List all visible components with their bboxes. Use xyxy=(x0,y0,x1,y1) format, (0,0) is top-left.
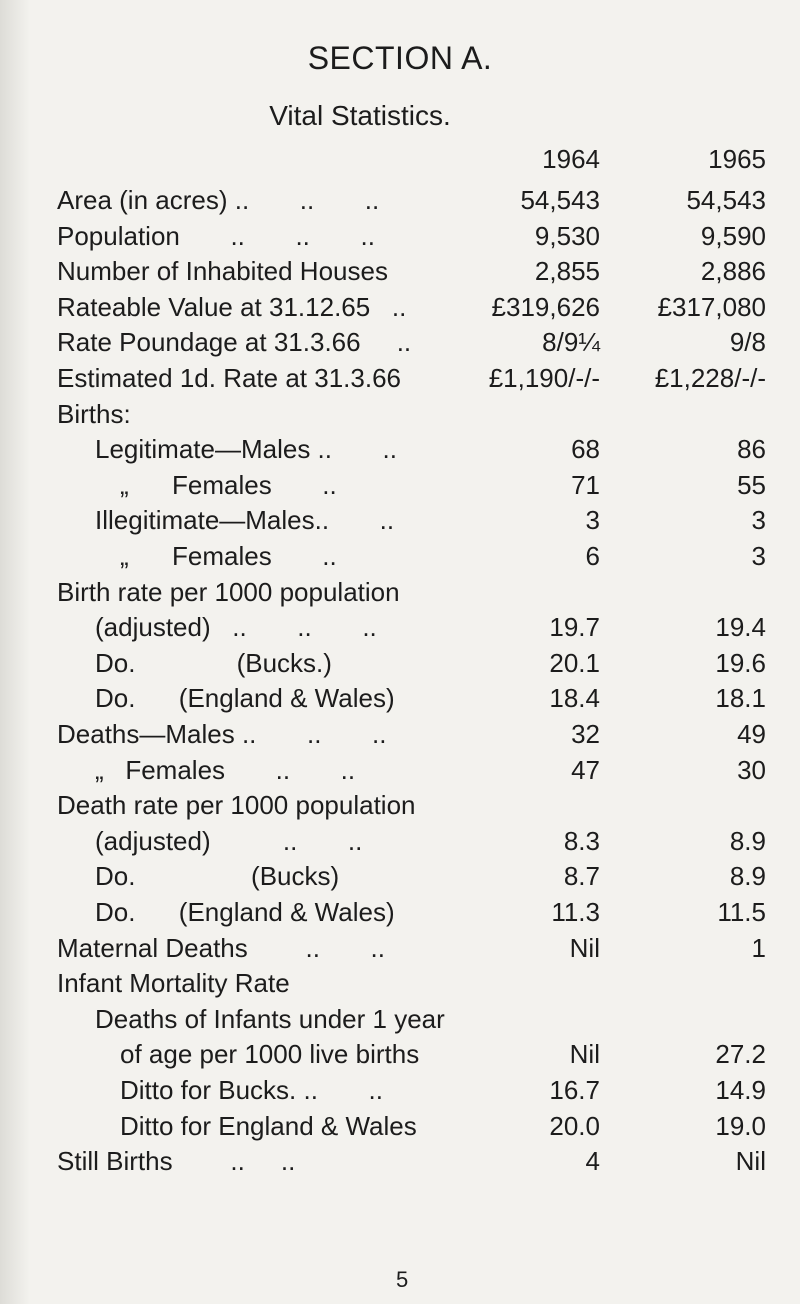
table-row xyxy=(0,1004,800,1044)
value-1964: 8/9¼ xyxy=(542,327,600,358)
row-label: (adjusted) .. .. xyxy=(95,825,363,856)
table-row xyxy=(0,933,800,973)
value-1964: 19.7 xyxy=(549,612,600,643)
row-label: of age per 1000 live births xyxy=(120,1039,420,1070)
value-1965: 30 xyxy=(737,754,766,785)
table-row xyxy=(0,434,800,474)
row-label: „ Females .. xyxy=(120,469,337,500)
value-1964: 32 xyxy=(571,719,600,749)
value-1965: 86 xyxy=(737,434,766,465)
table-row xyxy=(0,648,800,688)
value-1965: 3 xyxy=(751,541,766,571)
table-row xyxy=(0,612,800,652)
table-row xyxy=(0,185,800,225)
table-row xyxy=(0,826,800,866)
table-row xyxy=(0,470,800,510)
table-row xyxy=(0,327,800,367)
row-label: Area (in acres) .. .. .. xyxy=(57,185,380,215)
row-label: Maternal Deaths .. .. xyxy=(57,932,386,963)
value-1965: 54,543 xyxy=(686,185,766,215)
table-row xyxy=(0,683,800,723)
table-row xyxy=(0,1039,800,1079)
table-row xyxy=(0,363,800,403)
value-1964: 18.4 xyxy=(549,683,600,714)
row-label: Rateable Value at 31.12.65 .. xyxy=(57,291,407,322)
column-header-row xyxy=(0,144,800,184)
table-row xyxy=(0,790,800,830)
value-1964: Nil xyxy=(569,932,600,963)
table-row xyxy=(0,505,800,545)
row-label: Do. (England & Wales) xyxy=(95,897,395,927)
value-1965: 19.4 xyxy=(715,612,766,643)
table-row xyxy=(0,861,800,901)
value-1965: 14.9 xyxy=(715,1075,766,1105)
row-label: Deaths of Infants under 1 year xyxy=(95,1003,445,1034)
row-label: Deaths—Males .. .. .. xyxy=(57,719,387,749)
value-1965: 49 xyxy=(737,719,766,749)
table-row xyxy=(0,541,800,581)
table-row xyxy=(0,1111,800,1151)
value-1965: 2,886 xyxy=(700,256,766,287)
value-1964: 4 xyxy=(585,1146,600,1177)
value-1964: 16.7 xyxy=(549,1075,600,1105)
value-1964: 68 xyxy=(571,434,600,465)
row-label: Ditto for England & Wales xyxy=(120,1110,417,1141)
row-label: „ Females .. .. xyxy=(95,754,356,785)
row-label: Birth rate per 1000 population xyxy=(57,576,400,607)
value-1965: Nil xyxy=(735,1146,766,1177)
row-label: Still Births .. .. xyxy=(57,1146,296,1177)
row-label: Ditto for Bucks. .. .. xyxy=(120,1075,383,1105)
value-1964: 20.0 xyxy=(549,1110,600,1141)
value-1965: 19.0 xyxy=(715,1110,766,1141)
row-label: Death rate per 1000 population xyxy=(57,790,416,821)
table-row xyxy=(0,399,800,439)
row-label: Illegitimate—Males.. .. xyxy=(95,505,395,536)
section-title: SECTION A. xyxy=(307,40,493,76)
value-1965: 8.9 xyxy=(729,825,766,856)
table-row xyxy=(0,755,800,795)
row-label: Estimated 1d. Rate at 31.3.66 xyxy=(57,363,401,393)
value-1964: 54,543 xyxy=(520,185,600,215)
value-1964: £319,626 xyxy=(491,291,600,322)
column-header-1964: 1964 xyxy=(542,144,600,174)
page-number: 5 xyxy=(396,1267,409,1292)
value-1965: 3 xyxy=(751,505,766,536)
value-1965: 19.6 xyxy=(715,647,766,678)
row-label: Births: xyxy=(57,398,131,429)
value-1964: 8.3 xyxy=(563,825,600,856)
value-1965: 9,590 xyxy=(700,220,766,251)
row-label: Do. (Bucks.) xyxy=(95,647,332,678)
table-row xyxy=(0,968,800,1008)
table-row xyxy=(0,292,800,332)
value-1964: £1,190/-/- xyxy=(488,363,600,393)
value-1964: 71 xyxy=(571,469,600,500)
column-header-1965: 1965 xyxy=(708,144,766,174)
value-1964: 47 xyxy=(571,754,600,785)
table-title: Vital Statistics. xyxy=(269,100,451,131)
value-1964: 6 xyxy=(585,541,600,571)
table-row xyxy=(0,897,800,937)
table-row xyxy=(0,1146,800,1186)
value-1965: £317,080 xyxy=(657,291,766,322)
value-1964: 3 xyxy=(585,505,600,536)
table-row xyxy=(0,719,800,759)
value-1965: 9/8 xyxy=(729,327,766,358)
value-1965: 8.9 xyxy=(729,861,766,892)
value-1964: 2,855 xyxy=(534,256,600,287)
value-1965: 27.2 xyxy=(715,1039,766,1070)
value-1965: £1,228/-/- xyxy=(654,363,766,393)
row-label: „ Females .. xyxy=(120,541,337,571)
row-label: Legitimate—Males .. .. xyxy=(95,434,397,465)
row-label: Infant Mortality Rate xyxy=(57,968,290,999)
table-row xyxy=(0,256,800,296)
row-label: Do. (England & Wales) xyxy=(95,683,395,714)
value-1964: 11.3 xyxy=(551,897,600,927)
row-label: Population .. .. .. xyxy=(57,220,375,251)
row-label: Number of Inhabited Houses xyxy=(57,256,388,287)
row-label: Rate Poundage at 31.3.66 .. xyxy=(57,327,412,358)
value-1965: 18.1 xyxy=(715,683,766,714)
value-1964: Nil xyxy=(569,1039,600,1070)
value-1964: 8.7 xyxy=(563,861,600,892)
value-1964: 20.1 xyxy=(549,647,600,678)
value-1965: 55 xyxy=(737,469,766,500)
value-1965: 11.5 xyxy=(717,897,766,927)
table-row xyxy=(0,1075,800,1115)
row-label: (adjusted) .. .. .. xyxy=(95,612,377,643)
value-1964: 9,530 xyxy=(534,220,600,251)
table-row xyxy=(0,577,800,617)
value-1965: 1 xyxy=(751,932,766,963)
table-row xyxy=(0,221,800,261)
row-label: Do. (Bucks) xyxy=(95,861,340,892)
